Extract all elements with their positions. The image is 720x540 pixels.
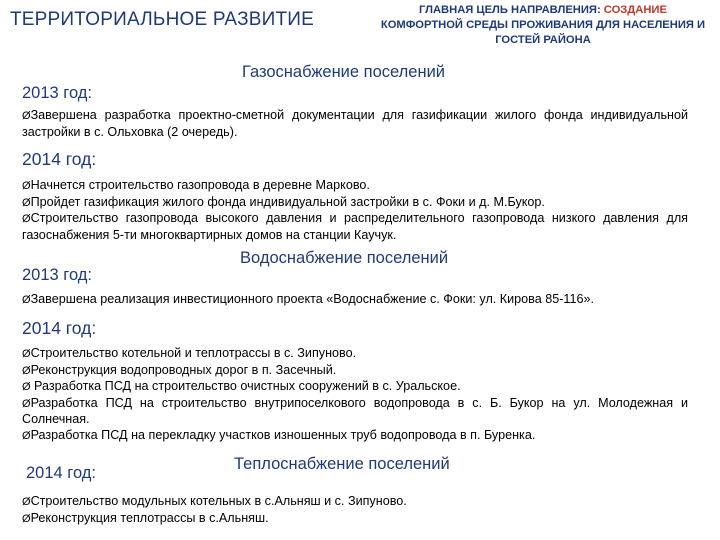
arrow-bullet-icon: Ø bbox=[22, 429, 31, 442]
list-item: ØСтроительство газопровода высокого давления и распределительного газопровода низкого давления для газоснабжения 5-ти многоквартирных домов на станции Каучук. bbox=[22, 211, 688, 242]
gas-year-2013: 2013 год: bbox=[22, 84, 92, 102]
water-section-title: Водоснабжение поселений bbox=[240, 249, 449, 267]
water-list-2014 bbox=[22, 346, 688, 445]
list-item: ØРазработка ПСД на перекладку участков изношенных труб водопровода в п. Буренка. bbox=[22, 427, 536, 442]
arrow-bullet-icon: Ø bbox=[22, 496, 31, 508]
list-item: ØСтроительство модульных котельных в с.Альняш и с. Зипуново. bbox=[22, 494, 407, 508]
list-item: ØРеконструкция водопроводных дорог в п. Засечный. bbox=[22, 362, 337, 377]
heat-section-title: Теплоснабжение поселений bbox=[234, 455, 450, 473]
arrow-bullet-icon: Ø bbox=[22, 196, 31, 209]
heat-year-2014: 2014 год: bbox=[26, 464, 96, 482]
list-item: Ø Разработка ПСД на строительство очистных сооружений в с. Уральское. bbox=[22, 379, 461, 394]
arrow-bullet-icon: Ø bbox=[22, 110, 31, 122]
gas-list-2013 bbox=[22, 108, 688, 140]
goal-prefix: ГЛАВНАЯ ЦЕЛЬ НАПРАВЛЕНИЯ: bbox=[419, 4, 604, 16]
list-item: ØЗавершена реализация инвестиционного проекта «Водоснабжение с. Фоки: ул. Кирова 85-116». bbox=[22, 292, 595, 306]
arrow-bullet-icon: Ø bbox=[22, 180, 31, 192]
gas-list-2014 bbox=[22, 178, 688, 243]
arrow-bullet-icon: Ø bbox=[22, 381, 31, 394]
arrow-bullet-icon: Ø bbox=[22, 397, 31, 410]
goal-accent: СОЗДАНИЕ bbox=[603, 4, 667, 16]
list-item: ØСтроительство котельной и теплотрассы в с. Зипуново. bbox=[22, 346, 357, 360]
goal-heading bbox=[378, 3, 708, 48]
water-year-2014: 2014 год: bbox=[22, 318, 97, 338]
water-year-2013: 2013 год: bbox=[22, 266, 92, 284]
goal-rest: КОМФОРТНОЙ СРЕДЫ ПРОЖИВАНИЯ ДЛЯ НАСЕЛЕНИЯ И ГОСТЕЙ РАЙОНА bbox=[380, 19, 706, 46]
page-title: ТЕРРИТОРИАЛЬНОЕ РАЗВИТИЕ bbox=[10, 9, 315, 30]
heat-list-2014 bbox=[22, 494, 688, 527]
water-list-2013 bbox=[22, 292, 688, 309]
arrow-bullet-icon: Ø bbox=[22, 294, 31, 306]
list-item: ØНачнется строительство газопровода в деревне Марково. bbox=[22, 178, 370, 192]
list-item: ØРеконструкция теплотрассы в с.Альняш. bbox=[22, 510, 269, 525]
arrow-bullet-icon: Ø bbox=[22, 213, 31, 226]
list-item: ØЗавершена разработка проектно-сметной документации для газификации жилого фонда индивидуальной застройки в с. Ольховка (2 очередь). bbox=[22, 108, 688, 139]
list-item: ØПройдет газификация жилого фонда индивидуальной застройки в с. Фоки и д. М.Букор. bbox=[22, 194, 545, 209]
arrow-bullet-icon: Ø bbox=[22, 364, 31, 377]
gas-year-2014: 2014 год: bbox=[22, 149, 97, 169]
arrow-bullet-icon: Ø bbox=[22, 348, 31, 360]
list-item: ØРазработка ПСД на строительство внутрипоселкового водопровода в с. Б. Букор на ул. Молодежная и Солнечная. bbox=[22, 395, 688, 427]
arrow-bullet-icon: Ø bbox=[22, 512, 31, 525]
gas-section-title: Газоснабжение поселений bbox=[242, 63, 446, 81]
